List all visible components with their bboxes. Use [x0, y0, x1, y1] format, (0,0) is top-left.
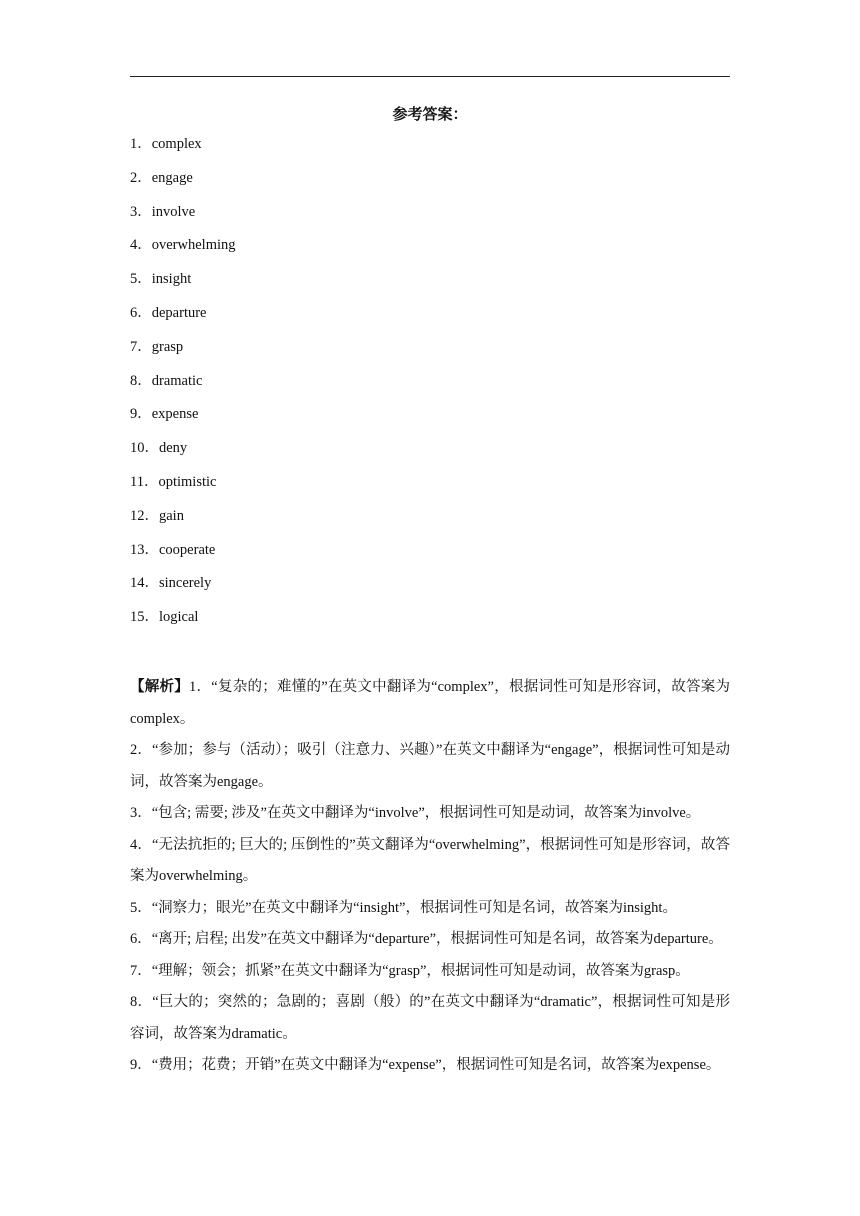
analysis-paragraph: 2．“参加；参与（活动）；吸引（注意力、兴趣）”在英文中翻译为“engage”，根据词性可知是动词，故答案为engage。 [130, 742, 730, 790]
header-rule [130, 76, 730, 77]
answer-item: 5．insight [130, 271, 192, 288]
answer-item: 2．engage [130, 169, 193, 186]
analysis-section [130, 672, 730, 1082]
answer-title: 参考答案： [392, 107, 468, 123]
analysis-paragraph [130, 672, 730, 735]
answer-item: 4．overwhelming [130, 237, 236, 254]
analysis-paragraph: 7．“理解；领会；抓紧”在英文中翻译为“grasp”，根据词性可知是动词，故答案为grasp。 [130, 962, 690, 979]
analysis-paragraph: 3．“包含; 需要; 涉及”在英文中翻译为“involve”，根据词性可知是动词，故答案为involve。 [130, 805, 701, 821]
answer-item: 13．cooperate [130, 541, 216, 558]
answer-list [130, 133, 236, 640]
analysis-tag: 【解析】 [130, 679, 190, 695]
analysis-paragraph: 6．“离开; 启程; 出发”在英文中翻译为“departure”，根据词性可知是名词，故答案为departure。 [130, 931, 723, 947]
answer-item: 12．gain [130, 507, 184, 524]
answer-item: 8．dramatic [130, 372, 203, 389]
answer-item: 14．sincerely [130, 575, 212, 592]
answer-item: 7．grasp [130, 338, 184, 355]
answer-item: 15．logical [130, 609, 199, 626]
analysis-text: 1．“复杂的；难懂的”在英文中翻译为“complex”，根据词性可知是形容词，故答案为complex。 [130, 679, 731, 727]
answer-item: 11．optimistic [130, 473, 217, 490]
analysis-paragraph: 9．“费用；花费；开销”在英文中翻译为“expense”，根据词性可知是名词，故答案为expense。 [130, 1057, 721, 1073]
answer-item: 6．departure [130, 304, 207, 321]
analysis-paragraph: 5．“洞察力；眼光”在英文中翻译为“insight”，根据词性可知是名词，故答案为insight。 [130, 899, 677, 916]
answer-item: 1．complex [130, 136, 202, 152]
analysis-paragraph: 4．“无法抗拒的; 巨大的; 压倒性的”英文翻译为“overwhelming”，根据词性可知是形容词，故答案为overwhelming。 [130, 836, 730, 884]
answer-item: 9．expense [130, 406, 199, 423]
answer-item: 3．involve [130, 203, 196, 220]
answer-item: 10．deny [130, 440, 188, 457]
analysis-paragraph: 8．“巨大的；突然的；急剧的；喜剧（般）的”在英文中翻译为“dramatic”，根据词性可知是形容词，故答案为dramatic。 [130, 994, 730, 1042]
